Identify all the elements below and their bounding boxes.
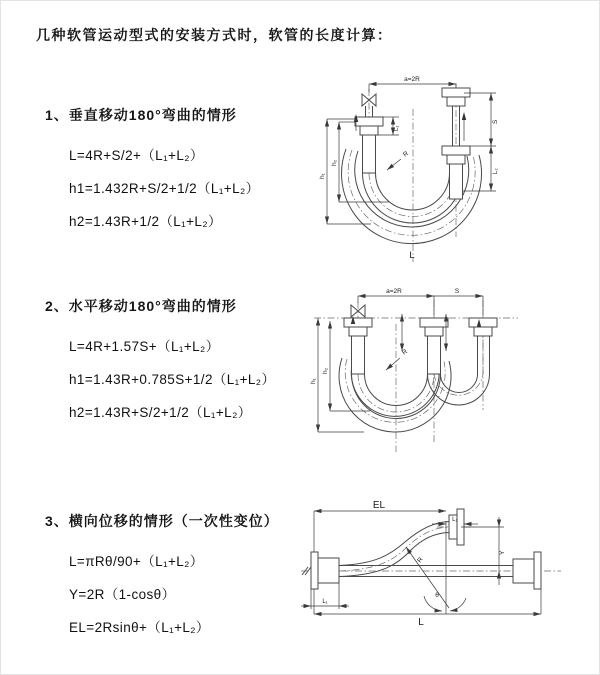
- dim-label-a2r: a=2R: [386, 288, 402, 295]
- formula-line: L=πRθ/90+（L₁+L₂）: [69, 553, 204, 569]
- dim-label-h1: h₁: [319, 173, 326, 179]
- hex-nut: [447, 155, 465, 164]
- flange: [534, 552, 541, 589]
- flange: [420, 318, 448, 327]
- formula-line: L=4R+1.57S+（L₁+L₂）: [69, 338, 220, 354]
- dim-label-l: L: [409, 250, 415, 261]
- diagram-lateral-displacement: [299, 497, 600, 657]
- dim-label-h1: h₁: [310, 378, 317, 384]
- hex-nut: [447, 97, 465, 106]
- section-1-heading: 1、垂直移动180°弯曲的情形: [45, 107, 237, 123]
- section-2-formulas: [69, 328, 325, 427]
- dim-label-h2: h₂: [331, 159, 338, 166]
- dim-label-theta: θ: [435, 592, 439, 599]
- flange: [311, 552, 318, 589]
- flange: [344, 318, 372, 327]
- radius-leader: [406, 547, 449, 608]
- dim-label-l1: L₁: [394, 125, 400, 131]
- dim-label-s: S: [492, 119, 499, 124]
- formula-line: L=4R+S/2+（L₁+L₂）: [69, 147, 204, 163]
- diagram-horizontal-180-bend: [306, 282, 598, 459]
- formula-line: Y=2R（1-cosθ）: [69, 586, 176, 602]
- dim-label-l1: L₁: [322, 599, 328, 605]
- dim-label-h2: h₂: [322, 367, 329, 374]
- diagram-vertical-180-bend: [313, 69, 593, 267]
- hose-inner-wall: [376, 173, 450, 210]
- formula-line: h1=1.432R+S/2+1/2（L₁+L₂）: [69, 180, 260, 196]
- hex-nut: [425, 327, 443, 336]
- section-horizontal-movement: [45, 296, 325, 427]
- flange: [469, 318, 497, 327]
- radius-leader: [386, 358, 400, 370]
- dim-label-r: R: [416, 556, 425, 565]
- dim-label-a2r: a=2R: [404, 76, 420, 83]
- hose-centerline-moved: [434, 336, 483, 395]
- section-3-heading: 3、横向位移的情形（一次性变位）: [45, 513, 279, 529]
- formula-line: h2=1.43R+S/2+1/2（L₁+L₂）: [69, 404, 252, 420]
- dim-label-l2: L₂: [493, 168, 499, 174]
- doc-title: 几种软管运动型式的安装方式时，软管的长度计算：: [36, 27, 393, 43]
- formula-line: h2=1.43R+1/2（L₁+L₂）: [69, 213, 222, 229]
- formula-line: EL=2Rsinθ+（L₁+L₂）: [69, 619, 210, 635]
- section-2-heading: 2、水平移动180°弯曲的情形: [45, 298, 237, 314]
- dim-label-el: EL: [372, 500, 386, 511]
- dim-label-l: L: [418, 617, 424, 628]
- radius-leader: [387, 159, 401, 170]
- hex-nut: [360, 126, 378, 135]
- dim-label-y: Y: [499, 550, 506, 555]
- flange: [442, 88, 470, 97]
- section-lateral-displacement: [45, 511, 328, 642]
- flange: [442, 146, 470, 155]
- angle-arc: [450, 598, 466, 611]
- hex-nut: [349, 327, 367, 336]
- direction-arrow-icon: [462, 112, 466, 120]
- flange-hub: [513, 559, 534, 583]
- dim-label-r: R: [401, 150, 410, 159]
- flange-hub: [318, 558, 339, 583]
- hex-nut: [474, 327, 492, 336]
- section-3-formulas: [69, 543, 328, 642]
- dim-label-r: R: [400, 348, 409, 357]
- formula-line: h1=1.43R+0.785S+1/2（L₁+L₂）: [69, 371, 276, 387]
- angle-arc: [424, 596, 442, 611]
- flange: [355, 117, 383, 126]
- section-vertical-movement: [45, 105, 325, 236]
- dim-label-l2: L₂: [452, 517, 458, 523]
- dim-label-s: S: [454, 288, 460, 295]
- section-1-formulas: [69, 137, 325, 236]
- hose-curve-wall: [339, 522, 449, 566]
